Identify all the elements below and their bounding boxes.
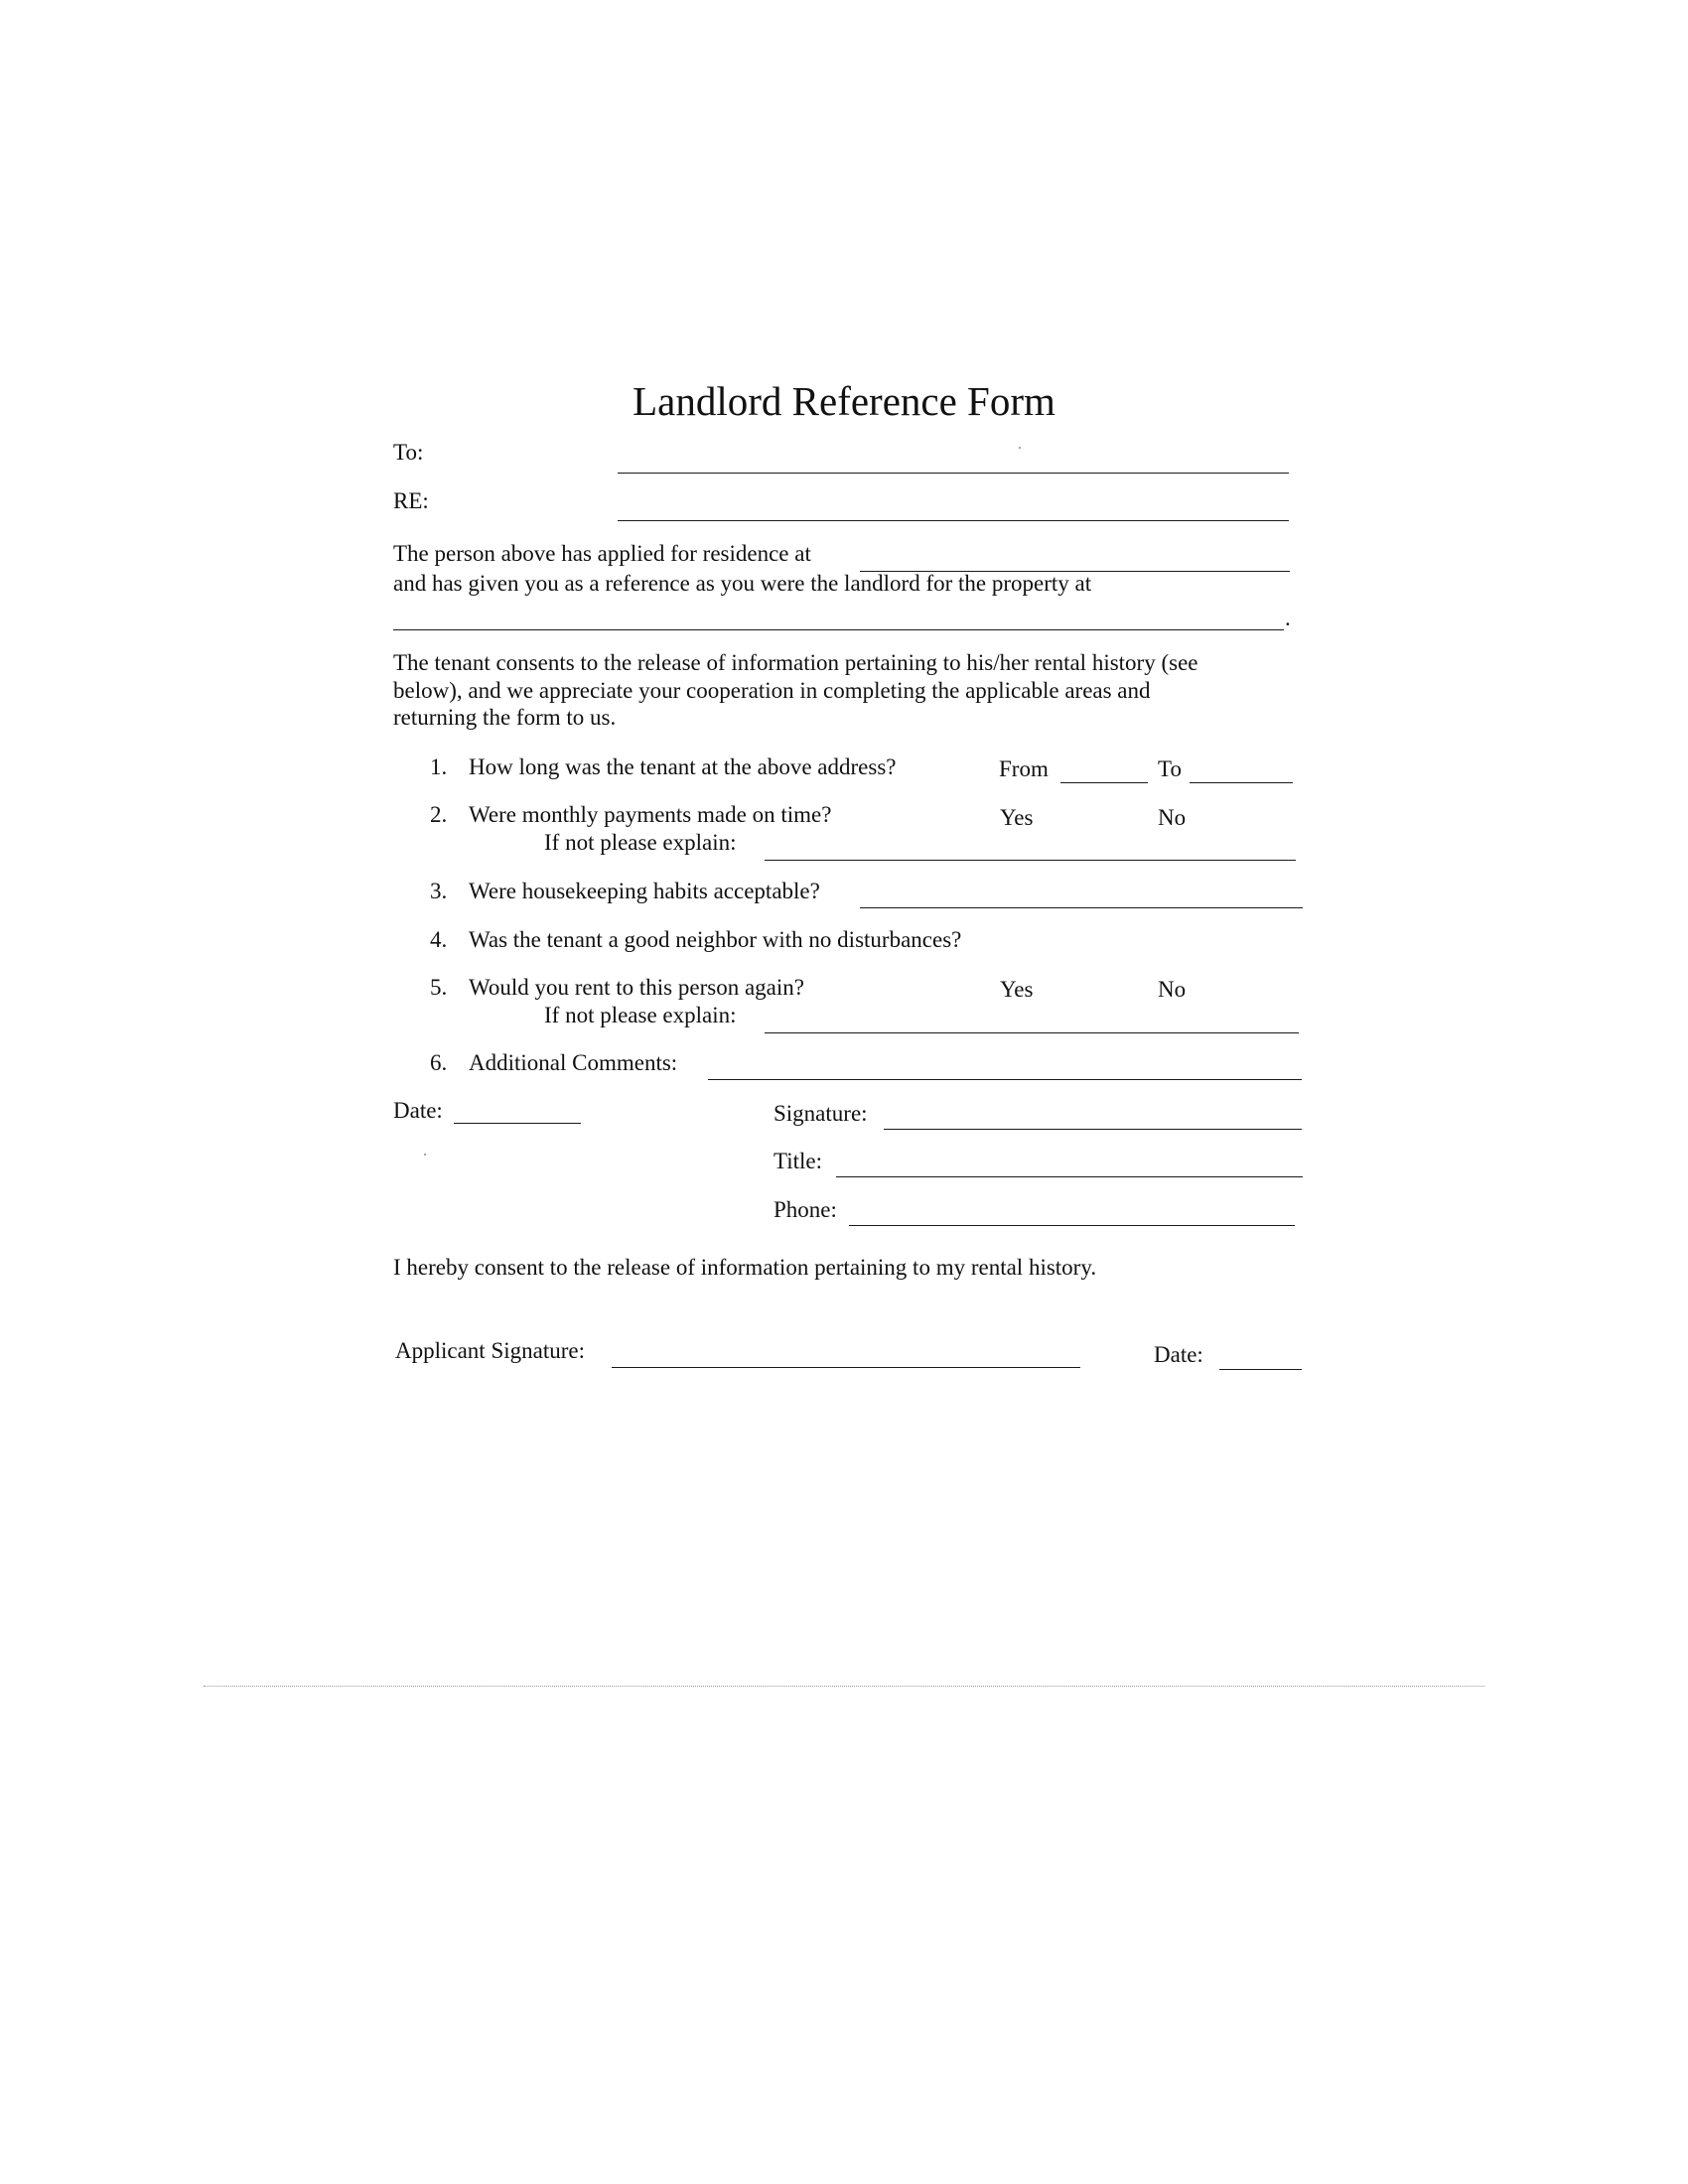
intro-line-1: The person above has applied for residence at [393, 541, 811, 566]
question-2-no-option[interactable]: No [1158, 805, 1187, 830]
re-label: RE: [393, 488, 429, 513]
applicant-consent-statement: I hereby consent to the release of information pertaining to my rental history. [393, 1255, 1097, 1280]
question-2-number: 2. [430, 802, 448, 827]
question-1-text: How long was the tenant at the above address? [469, 754, 897, 779]
question-5-no-option[interactable]: No [1158, 977, 1187, 1002]
question-2-explain-label: If not please explain: [544, 830, 737, 855]
question-1-from-label: From [999, 756, 1049, 781]
consent-line-3: returning the form to us. [393, 705, 617, 730]
question-1-to-label: To [1158, 756, 1182, 781]
question-6-text: Additional Comments: [469, 1050, 678, 1075]
intro-line-3-period: . [1285, 606, 1291, 630]
consent-line-2: below), and we appreciate your cooperation in completing the applicable areas and [393, 678, 1151, 703]
question-1-number: 1. [430, 754, 448, 779]
question-2-yes-option[interactable]: Yes [1000, 805, 1034, 830]
question-2-text: Were monthly payments made on time? [469, 802, 832, 827]
landlord-phone-field[interactable] [849, 1225, 1295, 1226]
question-1-from-field[interactable] [1060, 782, 1148, 783]
question-1-to-field[interactable] [1190, 782, 1293, 783]
landlord-date-field[interactable] [454, 1123, 581, 1124]
scan-artifact-line [204, 1686, 1484, 1687]
question-3-text: Were housekeeping habits acceptable? [469, 879, 820, 903]
scan-speck [424, 1154, 426, 1156]
applicant-signature-label: Applicant Signature: [395, 1338, 585, 1363]
question-5-number: 5. [430, 975, 448, 1000]
landlord-title-label: Title: [774, 1149, 823, 1173]
question-4-number: 4. [430, 927, 448, 952]
prior-property-address-field[interactable] [393, 629, 1284, 630]
question-2-explain-field[interactable] [765, 860, 1296, 861]
to-field[interactable] [618, 473, 1289, 474]
intro-line-2: and has given you as a reference as you were the landlord for the property at [393, 571, 1092, 596]
question-4-text: Was the tenant a good neighbor with no disturbances? [469, 927, 962, 952]
question-6-number: 6. [430, 1050, 448, 1075]
question-5-explain-field[interactable] [765, 1032, 1299, 1033]
applicant-date-label: Date: [1154, 1342, 1203, 1367]
consent-line-1: The tenant consents to the release of information pertaining to his/her rental history (see [393, 650, 1198, 675]
question-5-explain-label: If not please explain: [544, 1003, 737, 1027]
to-label: To: [393, 440, 424, 465]
landlord-signature-label: Signature: [774, 1101, 868, 1126]
landlord-signature-field[interactable] [884, 1129, 1302, 1130]
additional-comments-field[interactable] [708, 1079, 1302, 1080]
scan-speck [1019, 447, 1021, 449]
re-field[interactable] [618, 520, 1289, 521]
applicant-signature-field[interactable] [612, 1367, 1080, 1368]
form-title: Landlord Reference Form [633, 378, 1055, 424]
question-3-number: 3. [430, 879, 448, 903]
landlord-phone-label: Phone: [774, 1197, 837, 1222]
question-5-yes-option[interactable]: Yes [1000, 977, 1034, 1002]
landlord-title-field[interactable] [836, 1176, 1303, 1177]
applicant-date-field[interactable] [1219, 1369, 1302, 1370]
question-5-text: Would you rent to this person again? [469, 975, 804, 1000]
question-3-answer-field[interactable] [860, 907, 1303, 908]
landlord-date-label: Date: [393, 1098, 443, 1123]
